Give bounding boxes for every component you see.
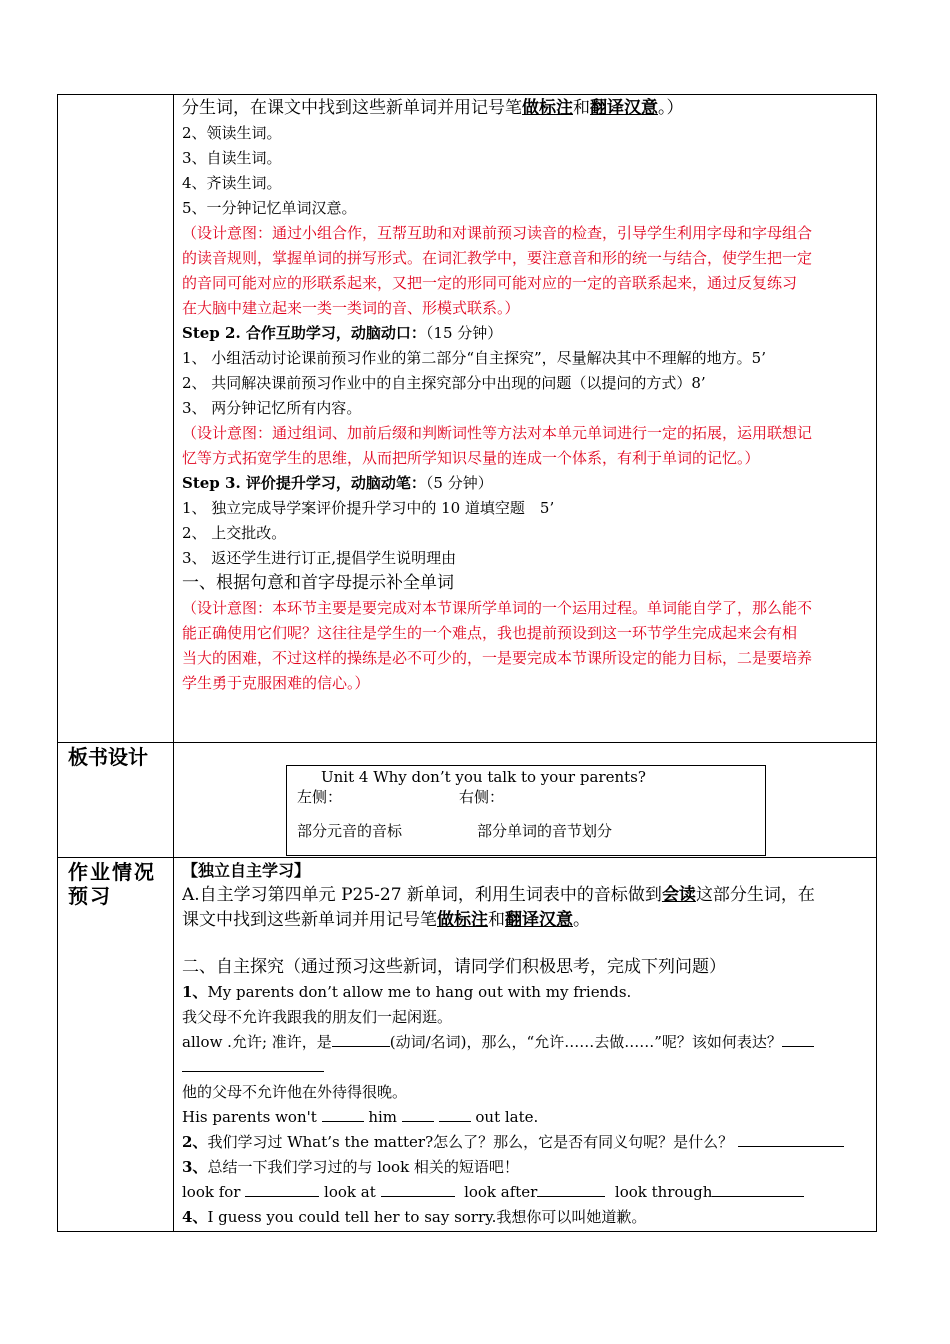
text-line: 3、自读生词。 bbox=[182, 149, 282, 167]
blackboard-box bbox=[286, 765, 766, 856]
design-intent-line: 的读音规则，掌握单词的拼写形式。在词汇教学中，要注意音和形的统一与结合，使学生把一定 bbox=[182, 249, 813, 267]
answer-blank[interactable] bbox=[332, 1032, 390, 1047]
design-intent-line: （设计意图：通过组词、加前后缀和判断词性等方法对本单元单词进行一定的拓展，运用联想记 bbox=[182, 424, 813, 442]
text-line: 分生词，在课文中找到这些新单词并用记号笔做标注和翻译汉意。） bbox=[182, 98, 684, 118]
design-intent-line: 当大的困难，不过这样的操练是必不可少的，一是要完成本节课所设定的能力目标，二是要培养 bbox=[182, 649, 813, 667]
board-design-label-cell bbox=[58, 743, 174, 858]
procedure-label-cell bbox=[58, 95, 174, 743]
board-right-content: 部分单词的音节划分 bbox=[477, 822, 613, 840]
board-left-content: 部分元音的音标 bbox=[297, 822, 403, 840]
text-line: 4、齐读生词。 bbox=[182, 174, 282, 192]
homework-header: 作业情况 bbox=[68, 860, 156, 884]
design-intent-line: （设计意图：通过小组合作，互帮互助和对课前预习读音的检查，引导学生利用字母和字母组合 bbox=[182, 224, 813, 242]
text-line: A.自主学习第四单元 P25-27 新单词，利用生词表中的音标做到会读这部分生词，在 bbox=[182, 885, 815, 905]
text-line: 课文中找到这些新单词并用记号笔做标注和翻译汉意。 bbox=[182, 910, 590, 930]
design-intent-line: 能正确使用它们呢？这往往是学生的一个难点，我也提前预设到这一环节学生完成起来会有相 bbox=[182, 624, 798, 642]
design-intent-line: 的音同可能对应的形联系起来，又把一定的形同可能对应的一定的音联系起来，通过反复练习 bbox=[182, 274, 798, 292]
text-line: 他的父母不允许他在外待得很晚。 bbox=[182, 1083, 408, 1101]
board-design-row bbox=[58, 743, 877, 858]
answer-blank[interactable] bbox=[245, 1182, 319, 1197]
answer-blank[interactable] bbox=[182, 1057, 324, 1072]
answer-line bbox=[182, 1055, 870, 1080]
text-line: 2、领读生词。 bbox=[182, 124, 282, 142]
question-3: 3、总结一下我们学习过的与 look 相关的短语吧！ bbox=[182, 1158, 519, 1176]
design-intent-line: 忆等方式拓宽学生的思维，从而把所学知识尽量的连成一个体系，有利于单词的记忆。） bbox=[182, 449, 760, 467]
answer-blank[interactable] bbox=[381, 1182, 455, 1197]
question-4: 4、I guess you could tell her to say sorry.我想你可以叫她道歉。 bbox=[182, 1208, 647, 1226]
board-design-header: 板书设计 bbox=[68, 745, 148, 769]
board-left-label: 左侧： bbox=[297, 788, 343, 806]
design-intent-line: （设计意图：本环节主要是要完成对本节课所学单词的一个运用过程。单词能自学了，那么能不 bbox=[182, 599, 813, 617]
question-1: 1、My parents don’t allow me to hang out with my friends. bbox=[182, 983, 632, 1001]
text-line: 2、 共同解决课前预习作业中的自主探究部分中出现的问题（以提问的方式）8’ bbox=[182, 374, 706, 392]
answer-blank[interactable] bbox=[402, 1107, 434, 1122]
lesson-plan-table bbox=[57, 94, 877, 1232]
answer-blank[interactable] bbox=[782, 1032, 814, 1047]
homework-row bbox=[58, 858, 877, 1232]
step-heading: Step 3. 评价提升学习，动脑动笔：（5 分钟） bbox=[182, 474, 493, 492]
board-design-content-cell bbox=[174, 743, 877, 858]
answer-blank[interactable] bbox=[537, 1182, 605, 1197]
homework-content-cell bbox=[174, 858, 877, 1232]
procedure-row bbox=[58, 95, 877, 743]
homework-header-second: 预习 bbox=[68, 884, 112, 908]
answer-blank[interactable] bbox=[712, 1182, 804, 1197]
text-line: 我父母不允许我跟我的朋友们一起闲逛。 bbox=[182, 1008, 453, 1026]
question-2: 2、我们学习过 What’s the matter?怎么了？那么，它是否有同义句呢？是什么？ bbox=[182, 1130, 870, 1155]
text-line: 2、 上交批改。 bbox=[182, 524, 287, 542]
board-title: Unit 4 Why don’t you talk to your parents? bbox=[321, 768, 646, 786]
section-heading: 二、自主探究（通过预习这些新词，请同学们积极思考，完成下列问题） bbox=[182, 957, 726, 977]
design-intent-line: 在大脑中建立起来一类一类词的音、形模式联系。） bbox=[182, 299, 520, 317]
text-line: 5、一分钟记忆单词汉意。 bbox=[182, 199, 357, 217]
answer-blank[interactable] bbox=[322, 1107, 364, 1122]
design-intent-line: 学生勇于克服困难的信心。） bbox=[182, 674, 370, 692]
text-line: 1、 小组活动讨论课前预习作业的第二部分“自主探究”，尽量解决其中不理解的地方。5’ bbox=[182, 349, 766, 367]
procedure-content-cell bbox=[174, 95, 877, 743]
homework-label-cell bbox=[58, 858, 174, 1232]
answer-blank[interactable] bbox=[738, 1132, 844, 1147]
homework-title: 【独立自主学习】 bbox=[182, 861, 311, 880]
text-line: 1、 独立完成导学案评价提升学习中的 10 道填空题 5’ bbox=[182, 499, 555, 517]
question-1-fill: His parents won't him out late. bbox=[182, 1108, 539, 1126]
board-right-label: 右侧： bbox=[459, 788, 505, 806]
text-line: 3、 返还学生进行订正,提倡学生说明理由 bbox=[182, 549, 457, 567]
section-heading: 一、根据句意和首字母提示补全单词 bbox=[182, 573, 454, 593]
question-1-prompt: allow .允许; 准许，是 (动词/名词)，那么，“允许……去做……”呢？该如何表达？ bbox=[182, 1030, 870, 1055]
text-line: 3、 两分钟记忆所有内容。 bbox=[182, 399, 362, 417]
look-phrases: look for look at look after look through bbox=[182, 1180, 870, 1205]
step-heading: Step 2. 合作互助学习，动脑动口：（15 分钟） bbox=[182, 324, 503, 342]
answer-blank[interactable] bbox=[439, 1107, 471, 1122]
